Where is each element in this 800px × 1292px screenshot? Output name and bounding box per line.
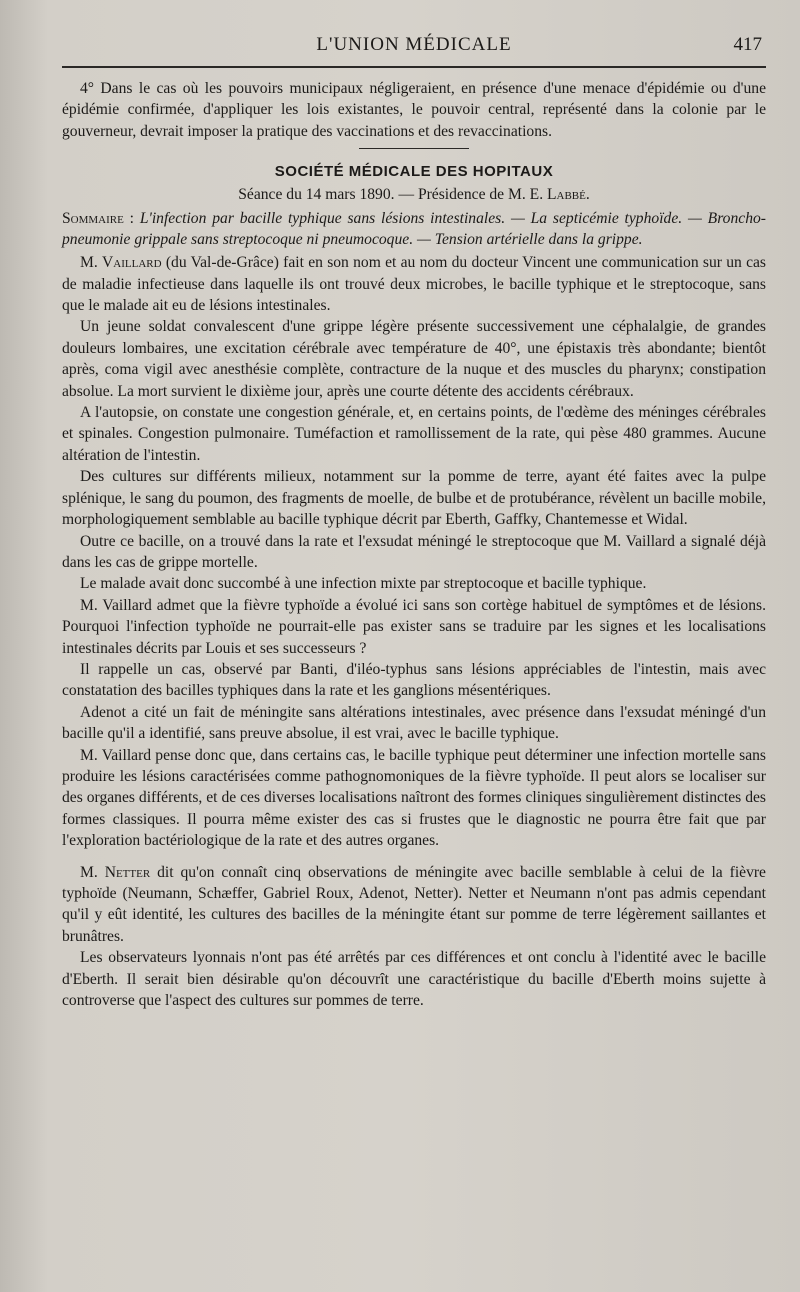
speaker-prefix: M. <box>80 863 105 881</box>
summary <box>62 208 766 250</box>
speaker-name: Netter <box>104 863 151 881</box>
paragraph-text: (du Val-de-Grâce) fait en son nom et au nom du docteur Vincent une communication sur un cas de maladie infectieuse dans laquelle ils ont trouvé deux microbes, le bacille typhique et le streptocoque, sans que le malade ait eu de lésions intestinales. <box>62 254 766 315</box>
summary-label: Sommaire <box>62 210 124 228</box>
session-prefix: Séance du 14 mars 1890. — Présidence de M. E. <box>238 186 544 204</box>
paragraph-12: Les observateurs lyonnais n'ont pas été arrêtés par ces différences et ont conclu à l'identité avec le bacille d'Eberth. Il serait bien désirable qu'on découvrît une caractéristique du bacille d'Eberth moins sujette à controverse que l'aspect des cultures sur pommes de terre. <box>62 949 766 1010</box>
page-number: 417 <box>733 34 762 55</box>
paragraph-4: Des cultures sur différents milieux, notamment sur la pomme de terre, ayant été faites avec la pulpe splénique, le sang du poumon, des fragments de moelle, de bulbe et de protubérance, révèlent un bacille mobile, morphologiquement semblable au bacille typhique décrit par Eberth, Gaffky, Chantemesse et Widal. <box>62 468 766 529</box>
running-head <box>62 32 766 62</box>
paragraph-8: Il rappelle un cas, observé par Banti, d'iléo-typhus sans lésions appréciables de l'intestin, mais avec constatation des bacilles typhiques dans la rate et les ganglions mésentériques. <box>62 660 766 700</box>
summary-items: L'infection par bacille typhique sans lésions intestinales. — La septicémie typhoïde. — Broncho-pneumonie grippale sans streptocoque ni pneumocoque. — Tension artérielle dans la grippe. <box>62 210 766 249</box>
paragraph-2: Un jeune soldat convalescent d'une grippe légère présente successivement une céphalalgie, de grandes douleurs lombaires, une excitation cérébrale avec température de 40°, une épistaxis très abondante; bientôt après, coma vigil avec anesthésie complète, contracture de la nuque et des muscles du pharynx; constipation absolue. La mort survient le dixième jour, après une courte détente des accidents cérébraux. <box>62 318 766 400</box>
journal-title: L'UNION MÉDICALE <box>316 34 512 55</box>
paragraph-6: Le malade avait donc succombé à une infection mixte par streptocoque et bacille typhique. <box>80 575 647 593</box>
paragraph-3: A l'autopsie, on constate une congestion générale, et, en certains points, de l'œdème des méninges cérébrales et spinales. Congestion pulmonaire. Tuméfaction et ramollissement de la rate, qui pèse 480 grammes. Aucune altération de l'intestin. <box>62 404 766 464</box>
speaker-prefix: M. <box>80 254 103 272</box>
session-line <box>62 186 766 204</box>
intro-paragraph: 4° Dans le cas où les pouvoirs municipaux négligeraient, en présence d'une menace d'épidémie ou d'une épidémie confirmée, d'appliquer les lois existantes, le pouvoir central, représenté dans la colonie par le gouverneur, devrait imposer la pratique des vaccinations et des revaccinations. <box>62 80 766 140</box>
paragraph-text: dit qu'on connaît cinq observations de méningite avec bacille semblable à celui de la fièvre typhoïde (Neumann, Schæffer, Gabriel Roux, Adenot, Netter). Netter et Neumann n'ont pas admis cependant qu'il y eût identité, les cultures des bacilles de la méningite étant sur pomme de terre légèrement saillantes et brunâtres. <box>62 863 766 945</box>
section-title: SOCIÉTÉ MÉDICALE DES HOPITAUX <box>274 163 554 181</box>
header-rule <box>62 66 766 68</box>
section-divider <box>359 148 469 149</box>
paragraph-7: M. Vaillard admet que la fièvre typhoïde a évolué ici sans son cortège habituel de symptômes et de lésions. Pourquoi l'infection typhoïde ne pourrait-elle pas exister sans se traduire par les signes et les localisations intestinales décrits par Louis et ses successeurs ? <box>62 596 766 657</box>
paragraph-11 <box>62 862 766 948</box>
summary-separator: : <box>123 210 140 228</box>
body-text <box>62 78 766 142</box>
paragraph-10: M. Vaillard pense donc que, dans certains cas, le bacille typhique peut déterminer une infection mortelle sans produire les lésions caractérisées comme pathognomoniques de la fièvre typhoïde. Il peut alors se localiser sur des organes différents, et de ces diverses localisations naîtront des formes cliniques singulièrement distinctes des formes classiques. Il pourra même exister des cas si frustes que le diagnostic ne pourra être fait que par l'exploration bactériologique de la rate et des autres organes. <box>62 746 766 850</box>
paragraphs <box>62 252 766 1011</box>
session-president: Labbé. <box>547 186 590 204</box>
paragraph-9: Adenot a cité un fait de méningite sans altérations intestinales, avec présence dans l'exsudat méningé d'un bacille qu'il a identifié, sans preuve absolue, il est vrai, avec le bacille typhique. <box>62 703 766 743</box>
paragraph-gap <box>62 852 766 862</box>
paragraph-1 <box>62 252 766 316</box>
speaker-name: Vaillard <box>102 254 162 272</box>
paragraph-5: Outre ce bacille, on a trouvé dans la rate et l'exsudat méningé le streptocoque que M. Vaillard a signalé déjà dans les cas de grippe mortelle. <box>62 532 766 571</box>
